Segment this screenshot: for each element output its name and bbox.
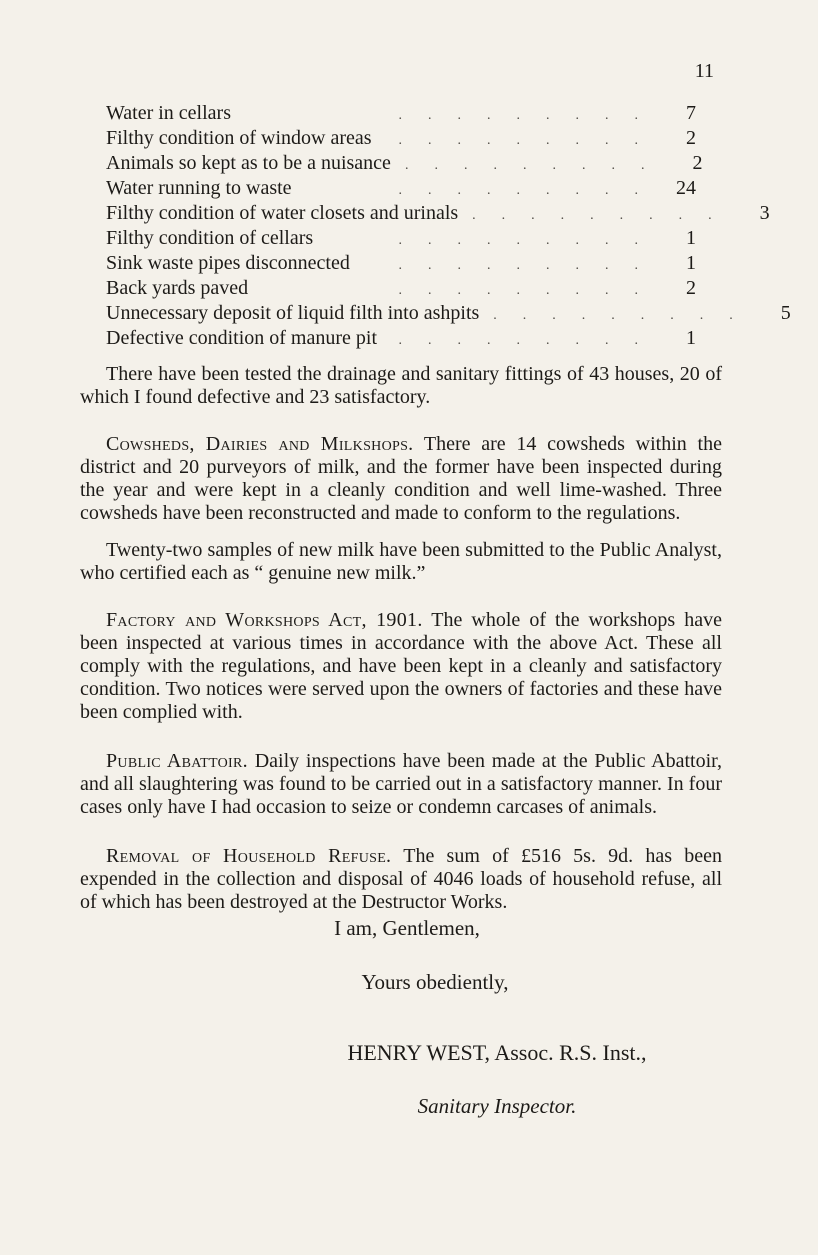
item-label: Sink waste pipes disconnected [106,252,350,274]
item-label: Animals so kept as to be a nuisance [106,152,391,174]
abattoir-heading: Public Abattoir. [106,750,248,772]
list-item [106,327,696,352]
cowsheds-text: There are 14 cowsheds within the district and 20 purveyors of milk, and the former have been inspected during the year and were kept in a cleanly condition and well lime-washed. Three cowsheds have been reconstructed and made to conform to the regulations. [80,433,722,524]
closing-salutation: I am, Gentlemen, [334,916,480,940]
dot-leader: ......... [398,183,664,198]
item-count: 1 [686,327,696,349]
item-count: 24 [676,177,696,199]
refuse-paragraph [80,845,722,914]
factory-paragraph [80,609,722,724]
item-label: Water running to waste [106,177,292,199]
list-item [106,152,703,177]
item-label: Filthy condition of window areas [106,127,372,149]
signatory-title: Sanitary Inspector. [417,1094,577,1118]
factory-heading: Factory and Workshops Act, 1901. [106,609,423,631]
list-item [106,302,791,327]
item-label: Filthy condition of cellars [106,227,314,249]
dot-leader: ......... [398,133,664,148]
closing-obedient: Yours obediently, [361,970,509,994]
abattoir-text: Daily inspections have been made at the Public Abattoir, and all slaughtering was found to be carried out in a satisfactory manner. In four cases only have I had occasion to seize or condemn carcases of animals. [80,750,723,818]
dot-leader: ......... [398,233,664,248]
list-item [106,102,696,127]
report-body [80,363,722,914]
nuisance-list [106,102,791,352]
drainage-paragraph: There have been tested the drainage and sanitary fittings of 43 houses, 20 of which I found defective and 23 satisfactory. [80,363,722,408]
item-label: Filthy condition of water closets and urinals [106,202,459,224]
list-item [106,252,696,277]
dot-leader: ......... [493,308,759,323]
list-item [106,277,696,302]
item-count: 7 [686,102,696,124]
item-count: 1 [686,252,696,274]
refuse-text: The sum of £516 5s. 9d. has been expended in the collection and disposal of 4046 loads of household refuse, all of which has been destroyed at the Destructor Works. [80,845,722,913]
cowsheds-heading: Cowsheds, Dairies and Milkshops. [106,433,414,455]
item-count: 5 [780,302,791,324]
dot-leader: ......... [398,333,664,348]
item-label: Back yards paved [106,277,249,299]
signature: HENRY WEST, Assoc. R.S. Inst., [347,1040,647,1065]
item-count: 2 [686,277,696,299]
item-label: Unnecessary deposit of liquid filth into ashpits [106,302,480,324]
list-item [106,202,770,227]
item-count: 1 [686,227,696,249]
dot-leader: ......... [472,208,738,223]
list-item [106,227,696,252]
item-label: Defective condition of manure pit [106,327,378,349]
item-count: 2 [692,152,703,174]
dot-leader: ......... [398,283,664,298]
list-item [106,127,696,152]
dot-leader: ......... [398,108,664,123]
item-count: 2 [686,127,696,149]
page-number: 11 [694,60,714,82]
cowsheds-paragraph [80,433,722,525]
dot-leader: ......... [404,158,671,173]
item-label: Water in cellars [106,102,231,124]
milk-samples-paragraph: Twenty-two samples of new milk have been submitted to the Public Analyst, who certified each as “ genuine new milk.” [80,539,722,584]
factory-text: The whole of the workshops have been inspected at various times in accordance with the above Act. These all comply with the regulations, and have been kept in a cleanly and satisfactory condition. Two notices were served upon the owners of factories and these have been complied with. [80,609,722,723]
abattoir-paragraph [80,750,722,819]
list-item [106,177,696,202]
dot-leader: ......... [398,258,664,273]
refuse-heading: Removal of Household Refuse. [106,845,392,867]
item-count: 3 [759,202,770,224]
